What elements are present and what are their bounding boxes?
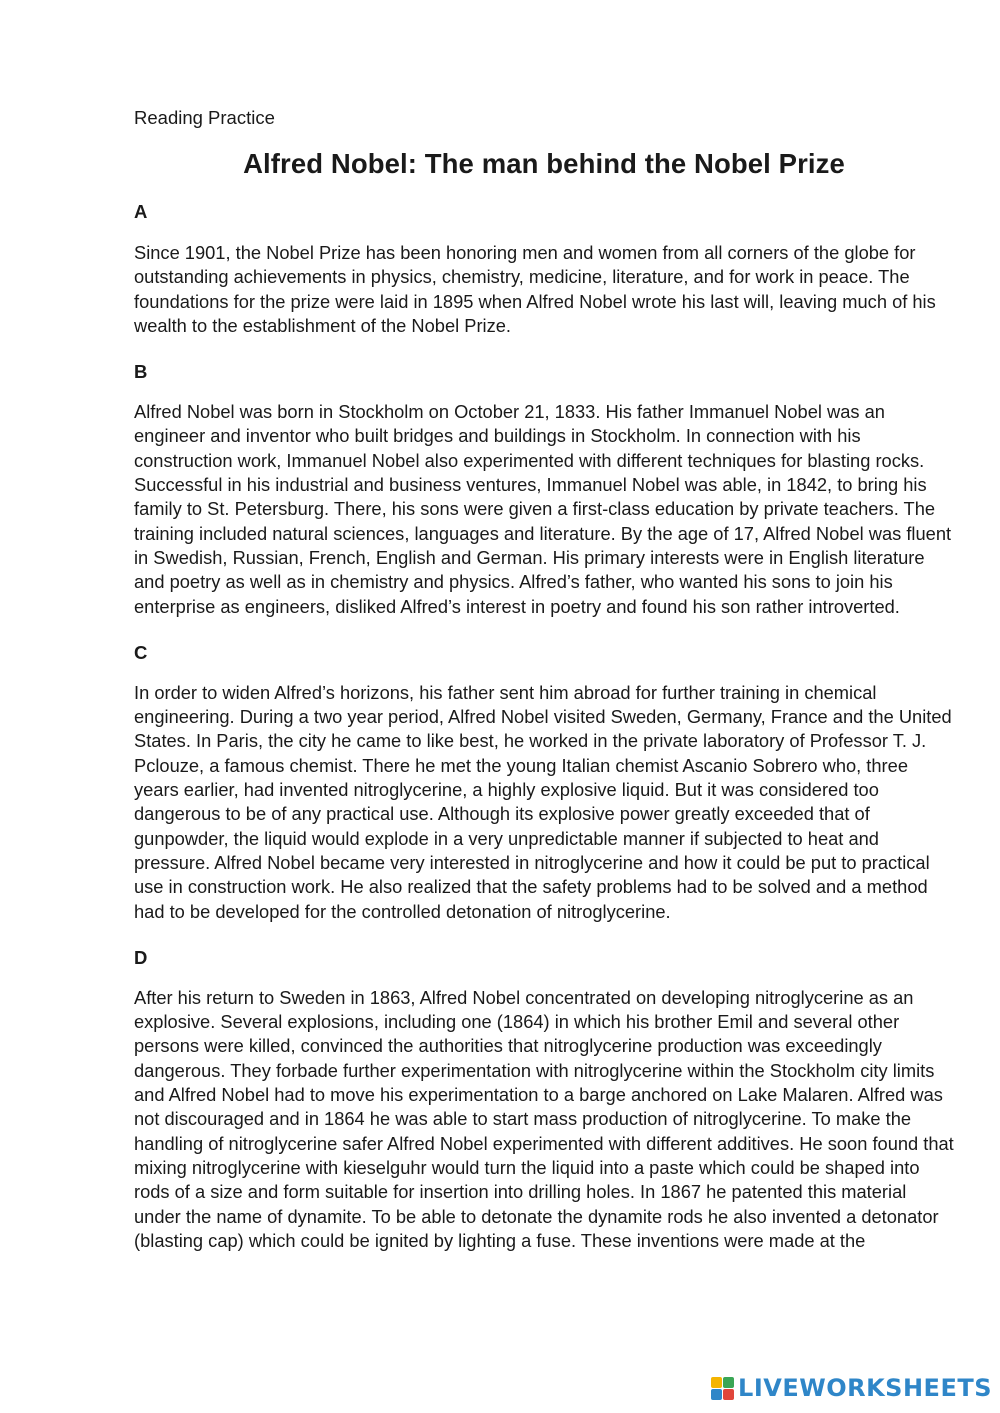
logo-tile-3: [711, 1389, 722, 1400]
section-letter-c: C: [134, 641, 148, 663]
page-title: Alfred Nobel: The man behind the Nobel Prize: [243, 148, 845, 179]
liveworksheets-watermark: [711, 1375, 992, 1401]
paragraph-b: Alfred Nobel was born in Stockholm on October 21, 1833. His father Immanuel Nobel was an engineer and inventor who built bridges and buildings in Stockholm. In connection with his construction work, Immanuel Nobel also experimented with different techniques for blasting rocks. Successful in his industrial and business ventures, Immanuel Nobel was able, in 1842, to bring his family to St. Petersburg. There, his sons were given a first-class education by private teachers. The training included natural sciences, languages and literature. By the age of 17, Alfred Nobel was fluent in Swedish, Russian, French, English and German. His primary interests were in English literature and poetry as well as in chemistry and physics. Alfred’s father, who wanted his sons to join his enterprise as engineers, disliked Alfred’s interest in poetry and found his son rather introverted.: [134, 401, 952, 617]
logo-tile-4: [723, 1389, 734, 1400]
section-letter-d: D: [134, 946, 148, 968]
paragraph-a: Since 1901, the Nobel Prize has been honoring men and women from all corners of the globe for outstanding achievements in physics, chemistry, medicine, literature, and for work in peace. The foundations for the prize were laid in 1895 when Alfred Nobel wrote his last will, leaving much of his wealth to the establishment of the Nobel Prize.: [134, 242, 936, 336]
watermark-text: LIVEWORKSHEETS: [738, 1374, 992, 1402]
worksheet-page: [134, 104, 954, 1253]
paragraph-d: After his return to Sweden in 1863, Alfred Nobel concentrated on developing nitroglycerine as an explosive. Several explosions, including one (1864) in which his brother Emil and several other persons were killed, convinced the authorities that nitroglycerine production was exceedingly dangerous. They forbade further experimentation with nitroglycerine within the Stockholm city limits and Alfred Nobel had to move his experimentation to a barge anchored on Lake Malaren. Alfred was not discouraged and in 1864 he was able to start mass production of nitroglycerine. To make the handling of nitroglycerine safer Alfred Nobel experimented with different additives. He soon found that mixing nitroglycerine with kieselguhr would turn the liquid into a paste which could be shaped into rods of a size and form suitable for insertion into drilling holes. In 1867 he patented this material under the name of dynamite. To be able to detonate the dynamite rods he also invented a detonator (blasting cap) which could be ignited by lighting a fuse. These inventions were made at the: [134, 986, 954, 1251]
paragraph-c: In order to widen Alfred’s horizons, his father sent him abroad for further training in chemical engineering. During a two year period, Alfred Nobel visited Sweden, Germany, France and the United States. In Paris, the city he came to like best, he worked in the private laboratory of Professor T. J. Pclouze, a famous chemist. There he met the young Italian chemist Ascanio Sobrero who, three years earlier, had invented nitroglycerine, a highly explosive liquid. But it was considered too dangerous to be of any practical use. Although its explosive power greatly exceeded that of gunpowder, the liquid would explode in a very unpredictable manner if subjected to heat and pressure. Alfred Nobel became very interested in nitroglycerine and how it could be put to practical use in construction work. He also realized that the safety problems had to be solved and a method had to be developed for the controlled detonation of nitroglycerine.: [134, 681, 952, 922]
section-letter-a: A: [134, 201, 148, 222]
page-kicker: Reading Practice: [134, 107, 275, 128]
liveworksheets-logo-icon: [711, 1377, 734, 1400]
logo-tile-1: [711, 1377, 722, 1388]
logo-tile-2: [723, 1377, 734, 1388]
section-letter-b: B: [134, 361, 148, 383]
